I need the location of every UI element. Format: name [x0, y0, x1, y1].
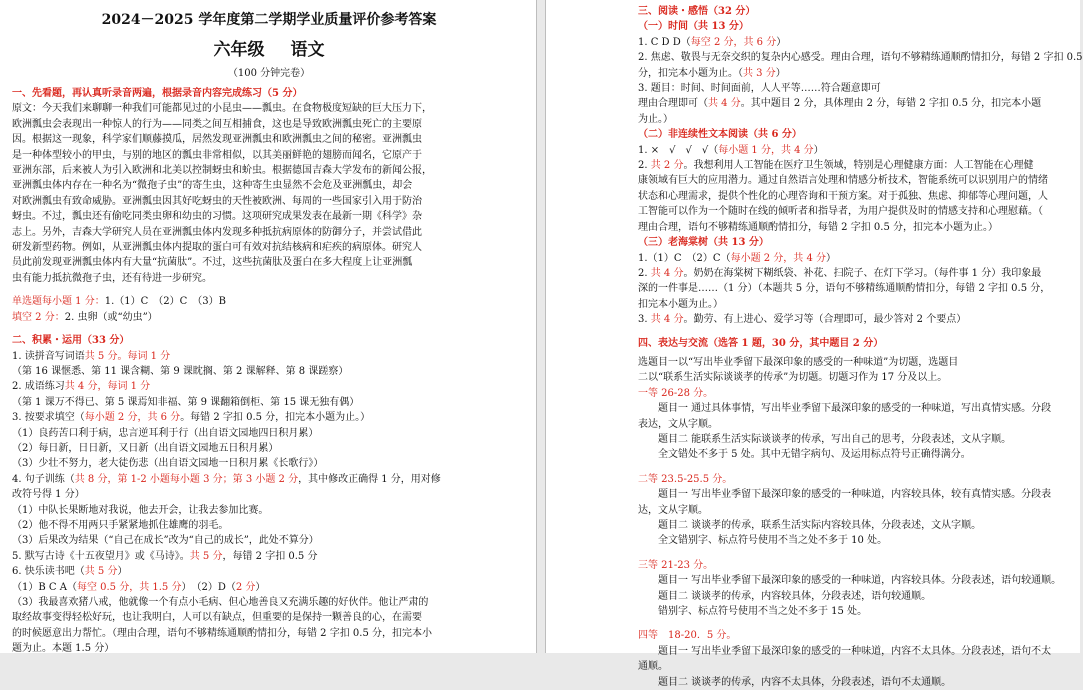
s2-q6: 6. 快乐读书吧（共 5 分）	[12, 566, 128, 578]
p2-q2-line: 理由合理，语句不够精练通顺酌情扣分，每错 2 字扣 0.5 分，扣完本小题为止。）	[638, 221, 998, 233]
s2-q3-item-line: （3）少壮不努力，老大徒伤悲（出自语文园地一日积月累《长歌行》）	[12, 458, 324, 470]
transcript-line: 原文：今天我们来聊聊一种我们可能都见过的小昆虫——瓢虫。在食物极度短缺的巨大压力下，	[12, 103, 432, 115]
p1-q3: 3. 题目：时间、时间面前，人人平等……符合题意即可	[638, 83, 881, 95]
transcript-line: 因。根据这一现象，科学家们顺藤摸瓜，居然发现亚洲瓢虫和欧洲瓢虫之间的秘密。亚洲瓢虫	[12, 134, 422, 146]
level-criterion: 题目一 通过具体事情，写出毕业季留下最深印象的感受的一种味道，写出真情实感。分段	[658, 403, 1052, 415]
s2-q5: 5. 默写古诗《十五夜望月》或《马诗》。共 5 分，每错 2 字扣 0.5 分	[12, 550, 318, 562]
transcript-line: 员此前发现亚洲瓢虫体内有大量“抗菌肽”。不过，这些抗菌肽及蛋白在多大程度上让亚洲瓢	[12, 257, 413, 269]
s4-intro-line: 选题目一以“写出毕业季留下最深印象的感受的一种味道”为切题，选题目	[638, 356, 959, 368]
passage-3-heading: （三）老海棠树（共 13 分）	[638, 237, 769, 249]
s2-q2: 2. 成语练习共 4 分，每词 1 分	[12, 381, 151, 393]
passage-1-heading: （一）时间（共 13 分）	[638, 21, 749, 33]
transcript-line: 蚜虫。不过，瓢虫还有偷吃同类虫卵和幼虫的习惯。这项研究成果发表在最新一期《科学》杂	[12, 211, 422, 223]
p2-q2-line: 状态和心理需求，提供个性化的心理咨询和干预方案。对于孤独、焦虑、抑郁等心理问题，人	[638, 190, 1048, 202]
level-criterion: 全文错别字、标点符号使用不当之处不多于 10 处。	[658, 535, 888, 547]
s2-q4-answers	[12, 503, 526, 549]
transcript-line: 研发新型药物。例如，从亚洲瓢虫体内提取的蛋白可有效对抗结核病和疟疾的病原体。研究人	[12, 242, 422, 254]
grade-label: 六年级	[213, 40, 265, 60]
transcript-line: 志上。另外，吉森大学研究人员在亚洲瓢虫体内发现多种抵抗病原体的防御分子，并尝试借此	[12, 226, 422, 238]
level-criterion: 达，文从字顺。	[638, 504, 708, 516]
p2-q2-line: 康领域有巨大的应用潜力。通过自然语言处理和情感分析技术，智能系统可以识别用户的情绪	[638, 175, 1048, 187]
transcript-line: 是一种体型较小的甲虫，与别的地区的瓢虫非常相似，以其美丽鲜艳的翅膀而闻名，它原产于	[12, 149, 422, 161]
s2-q4: 4. 句子训练（共 8 分，第 1-2 小题每小题 3 分；第 3 小题 2 分，其中修改正确得 1 分，用对修	[12, 473, 441, 485]
s2-q4-item-line: （3）后果改为结果（“自己在成长”改为“自己的成长”，此处不算分）	[12, 535, 319, 547]
p3-q1: 1.（1）C （2）C（每小题 2 分，共 4 分）	[638, 252, 837, 264]
s2-q4-item-line: （1）中队长果断地对我说，他去开会，让我去参加比赛。	[12, 504, 269, 516]
grade-subject	[12, 38, 526, 62]
p2-q2-line: 工智能可以作为一个随时在线的倾听者和指导者，为用户提供及时的情感支持和心理慰藉。（	[638, 206, 1043, 218]
s2-q6-line: 题为止。本题 1.5 分）	[12, 643, 115, 655]
time-note: （100 分钟完卷）	[227, 68, 311, 79]
p1-q3-cont: 理由合理即可（共 4 分。其中题目 2 分，具体理由 2 分，每错 2 字扣 0.5 分，扣完本小题	[638, 98, 1042, 110]
transcript-line: 欧洲瓢虫会表现出一种惊人的行为——同类之间互相捕食，这也是导致欧洲瓢虫死亡的主要原	[12, 118, 422, 130]
p2-q2: 2. 共 2 分。我想利用人工智能在医疗卫生领域，特别是心理健康方面：人工智能在心理健	[638, 160, 1034, 172]
s2-q3-item-line: （2）每日新，日日新，又日新（出自语文园地五日积月累）	[12, 442, 279, 454]
s2-q4-item-line: （2）他不得不用两只手紧紧地抓住雄鹰的羽毛。	[12, 519, 229, 531]
level-criterion: 题目二 谈谈孝的传承，联系生活实际内容较具体，分段表述，文从字顺。	[658, 520, 982, 531]
level-criterion: 全文错处不多于 5 处。其中无错字病句、及运用标点符号正确得满分。	[658, 449, 971, 461]
transcript-line: 亚洲瓢虫体内存在一种名为“微孢子虫”的寄生虫，这种寄生虫显然不会危及亚洲瓢虫，却会	[12, 180, 413, 192]
section-2-heading: 二、积累・运用（33 分）	[12, 335, 130, 347]
section-4-heading: 四、表达与交流（选答 1 题，30 分，其中题目 2 分）	[638, 337, 884, 349]
p3-q2-answer	[638, 281, 1070, 312]
p1-q2: 2. 焦虑、敬畏与无奈交织的复杂内心感受。理由合理，语句不够精练通顺酌情扣分，每错 2 字扣 0.5	[638, 52, 1083, 64]
s2-q6-answer-3	[12, 595, 526, 657]
level-title: 一等 26-28 分。	[638, 387, 714, 399]
p3-q3: 3. 共 4 分。勤劳、有上进心、爱学习等（合理即可，最少答对 2 个要点）	[638, 314, 967, 326]
s1-answer-1: 单选题每小题 1 分：1.（1）C （2）C （3）B	[12, 296, 227, 308]
p1-q2-cont: 分，扣完本小题为止。（共 3 分）	[638, 67, 786, 79]
s2-q6-answer-1: （1）B C A（每空 0.5 分，共 1.5 分） （2）D（2 分）	[12, 581, 266, 593]
level-criterion: 错别字、标点符号使用不当之处不多于 15 处。	[658, 606, 868, 618]
s2-q6-line: 取经故事变得轻松好玩，也让我明白，人可以有缺点，但重要的是保持一颗善良的心，在需要	[12, 612, 422, 624]
right-page	[545, 0, 1083, 688]
s4-intro-line: 二以“联系生活实际谈谈孝的传承”为切题。切题习作为 17 分及以上。	[638, 372, 948, 384]
level-criterion: 表达，文从字顺。	[638, 418, 718, 430]
passage-2-heading: （二）非连续性文本阅读（共 6 分）	[638, 129, 802, 141]
level-criterion: 通顺。	[638, 661, 668, 673]
level-criterion: 题目二 谈谈孝的传承，内容不太具体，分段表述，语句不太通顺。	[658, 676, 952, 688]
p1-q3-end: 为止。）	[638, 113, 673, 125]
p2-q2-answer	[638, 173, 1070, 235]
writing-intro	[638, 355, 1070, 386]
s1-answer-2: 填空 2 分：2. 虫卵（或“幼虫”）	[12, 311, 158, 323]
document-title: 2024－2025 学年度第二学期学业质量评价参考答案	[101, 12, 437, 28]
p1-q1: 1. C D D（每空 2 分，共 6 分）	[638, 36, 787, 48]
transcript-line: 虫有能力抵抗微孢子虫，还有待进一步研究。	[12, 272, 212, 284]
level-criterion: 题目二 谈谈孝的传承，内容较具体，分段表述，语句较通顺。	[658, 590, 932, 602]
p3-q2-line: 深的一件事是……（1 分）（本题共 5 分，语句不够精练通顺酌情扣分，每错 2 字扣 0.5 分，	[638, 283, 1051, 295]
level-title: 四等 18-20．5 分。	[638, 630, 737, 642]
s2-q3: 3. 按要求填空（每小题 2 分，共 6 分。每错 2 字扣 0.5 分，扣完本小题为止。）	[12, 412, 371, 424]
s2-q3-item-line: （1）良药苦口利于病，忠言逆耳利于行（出自语文园地四日积月累）	[12, 427, 319, 439]
level-criterion: 题目一 写出毕业季留下最深印象的感受的一种味道，内容较具体，较有真情实感。分段表	[658, 489, 1052, 501]
section-1-heading: 一、先看题，再认真听录音两遍，根据录音内容完成练习（5 分）	[12, 88, 303, 99]
level-criterion: 题目二 能联系生活实际谈谈孝的传承，写出自己的思考，分段表述，文从字顺。	[658, 433, 1012, 445]
listening-transcript	[12, 101, 526, 286]
transcript-line: 亚洲东部，后来被人为引入欧洲和北美以控制蚜虫和蚧虫。根据德国吉森大学发布的新闻公报，	[12, 165, 432, 177]
s2-q2-detail: （第 1 课万不得已、第 5 课焉知非福、第 9 课翻箱倒柜、第 15 课无独有偶）	[12, 396, 360, 408]
section-3-heading: 三、阅读・感悟（32 分）	[638, 6, 756, 17]
grading-levels	[638, 386, 1070, 690]
level-criterion: 题目一 写出毕业季留下最深印象的感受的一种味道，内容不太具体。分段表述，语句不太	[658, 645, 1052, 657]
s2-q6-line: （3）我最喜欢猪八戒，他就像一个有点小毛病、但心地善良又充满乐趣的好伙伴。他让严肃的	[12, 597, 429, 608]
p3-q2-line: 扣完本小题为止。）	[638, 298, 723, 310]
s2-q4-cont: 改符号得 1 分）	[12, 489, 85, 501]
level-title: 三等 21-23 分。	[638, 559, 714, 571]
transcript-line: 对欧洲瓢虫有致命威胁。亚洲瓢虫因其好吃蚜虫的天性被欧洲、每周的一些国家引入用于防治	[12, 195, 422, 207]
s2-q1: 1. 读拼音写词语共 5 分。每词 1 分	[12, 350, 171, 362]
p2-q1: 1. × √ √ √（每小题 1 分，共 4 分）	[638, 144, 824, 156]
p3-q2: 2. 共 4 分。奶奶在海棠树下糊纸袋、补花、扫院子、在灯下学习。（每件事 1 分）我印象最	[638, 267, 1042, 279]
level-criterion: 题目一 写出毕业季留下最深印象的感受的一种味道，内容较具体。分段表述，语句较通顺。	[658, 575, 1062, 587]
s2-q6-line: 的时候愿意出力帮忙。（理由合理，语句不够精练通顺酌情扣分，每错 2 字扣 0.5 分，扣完本小	[12, 627, 432, 639]
s2-q3-answers	[12, 426, 526, 472]
level-title: 二等 23.5-25.5 分。	[638, 473, 733, 485]
s2-q1-detail: （第 16 课惬悉、第 11 课含糊、第 9 课眈搁、第 2 课解释、第 8 课蹉察）	[12, 365, 349, 377]
left-page	[0, 0, 537, 653]
subject-label: 语文	[290, 40, 325, 60]
